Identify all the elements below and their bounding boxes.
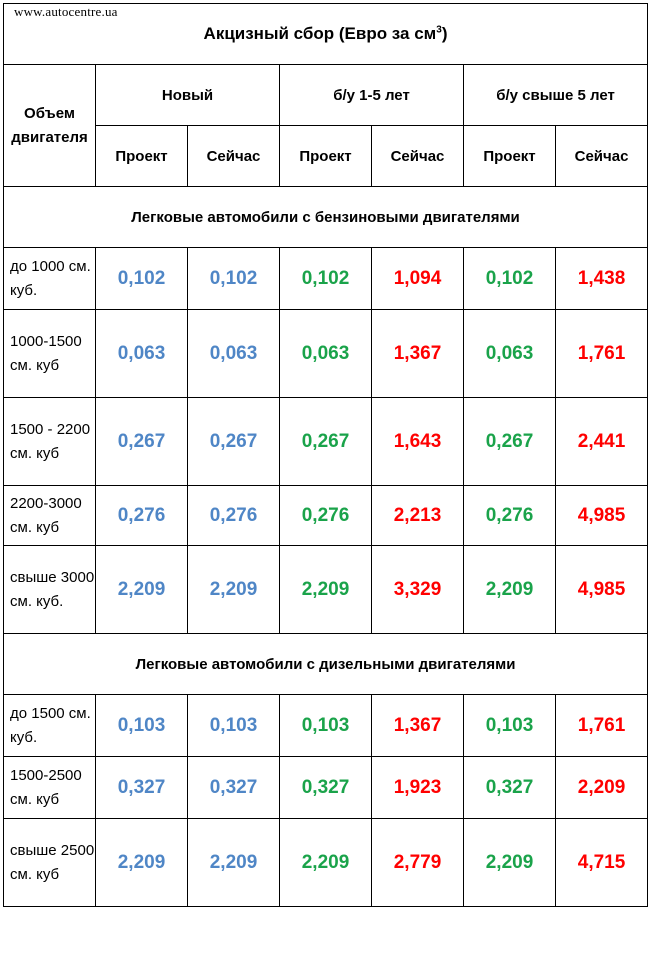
table-row	[4, 695, 648, 757]
rate-value: 2,209	[188, 819, 280, 907]
rate-value: 1,367	[372, 310, 464, 398]
group-header-used-1-5: б/у 1-5 лет	[280, 65, 464, 126]
rate-value: 0,267	[280, 398, 372, 486]
rate-value: 0,276	[188, 486, 280, 546]
header-row-sub	[4, 126, 648, 187]
rate-value: 0,276	[464, 486, 556, 546]
engine-volume-label: 1000-1500 см. куб	[4, 310, 96, 398]
table-row	[4, 398, 648, 486]
rate-value: 0,267	[188, 398, 280, 486]
table-row	[4, 248, 648, 310]
rate-value: 2,209	[96, 819, 188, 907]
excise-table	[3, 3, 648, 907]
rate-value: 1,438	[556, 248, 648, 310]
rate-value: 0,327	[96, 757, 188, 819]
rate-value: 0,063	[188, 310, 280, 398]
engine-volume-label: 1500 - 2200 см. куб	[4, 398, 96, 486]
rate-value: 1,643	[372, 398, 464, 486]
table-row	[4, 819, 648, 907]
rate-value: 2,209	[188, 546, 280, 634]
engine-volume-label: свыше 2500 см. куб	[4, 819, 96, 907]
rate-value: 0,102	[96, 248, 188, 310]
rate-value: 0,103	[280, 695, 372, 757]
table-row	[4, 546, 648, 634]
rate-value: 1,761	[556, 310, 648, 398]
rate-value: 2,209	[96, 546, 188, 634]
group-header-new: Новый	[96, 65, 280, 126]
engine-volume-label: до 1500 см. куб.	[4, 695, 96, 757]
section-row	[4, 634, 648, 695]
section-title: Легковые автомобили с дизельными двигателями	[4, 634, 648, 695]
table-row	[4, 757, 648, 819]
section-title: Легковые автомобили с бензиновыми двигателями	[4, 187, 648, 248]
rate-value: 0,327	[464, 757, 556, 819]
rate-value: 0,102	[188, 248, 280, 310]
rate-value: 0,103	[96, 695, 188, 757]
engine-volume-label: свыше 3000 см. куб.	[4, 546, 96, 634]
rate-value: 2,209	[556, 757, 648, 819]
rate-value: 0,327	[188, 757, 280, 819]
rate-value: 1,094	[372, 248, 464, 310]
volume-header: Объем двигателя	[4, 65, 96, 187]
rate-value: 0,276	[96, 486, 188, 546]
rate-value: 2,209	[464, 546, 556, 634]
sub-header-current: Сейчас	[188, 126, 280, 187]
sub-header-current: Сейчас	[556, 126, 648, 187]
group-header-used-over-5: б/у свыше 5 лет	[464, 65, 648, 126]
sub-header-project: Проект	[464, 126, 556, 187]
rate-value: 0,276	[280, 486, 372, 546]
header-row-groups	[4, 65, 648, 126]
table-row	[4, 310, 648, 398]
sub-header-project: Проект	[96, 126, 188, 187]
rate-value: 0,063	[96, 310, 188, 398]
rate-value: 4,985	[556, 486, 648, 546]
rate-value: 2,779	[372, 819, 464, 907]
engine-volume-label: 1500-2500 см. куб	[4, 757, 96, 819]
rate-value: 0,063	[280, 310, 372, 398]
section-row	[4, 187, 648, 248]
rate-value: 2,209	[464, 819, 556, 907]
engine-volume-label: до 1000 см. куб.	[4, 248, 96, 310]
rate-value: 0,103	[188, 695, 280, 757]
rate-value: 4,985	[556, 546, 648, 634]
sub-header-project: Проект	[280, 126, 372, 187]
rate-value: 0,327	[280, 757, 372, 819]
rate-value: 0,267	[464, 398, 556, 486]
rate-value: 0,103	[464, 695, 556, 757]
rate-value: 0,102	[280, 248, 372, 310]
rate-value: 1,367	[372, 695, 464, 757]
rate-value: 3,329	[372, 546, 464, 634]
rate-value: 2,213	[372, 486, 464, 546]
rate-value: 2,209	[280, 819, 372, 907]
sub-header-current: Сейчас	[372, 126, 464, 187]
table-row	[4, 486, 648, 546]
watermark: www.autocentre.ua	[14, 4, 118, 19]
rate-value: 1,761	[556, 695, 648, 757]
rate-value: 1,923	[372, 757, 464, 819]
rate-value: 2,441	[556, 398, 648, 486]
engine-volume-label: 2200-3000 см. куб	[4, 486, 96, 546]
rate-value: 0,102	[464, 248, 556, 310]
table-title: Акцизный сбор (Евро за $см^3$)	[4, 4, 648, 65]
rate-value: 4,715	[556, 819, 648, 907]
rate-value: 0,267	[96, 398, 188, 486]
rate-value: 2,209	[280, 546, 372, 634]
rate-value: 0,063	[464, 310, 556, 398]
